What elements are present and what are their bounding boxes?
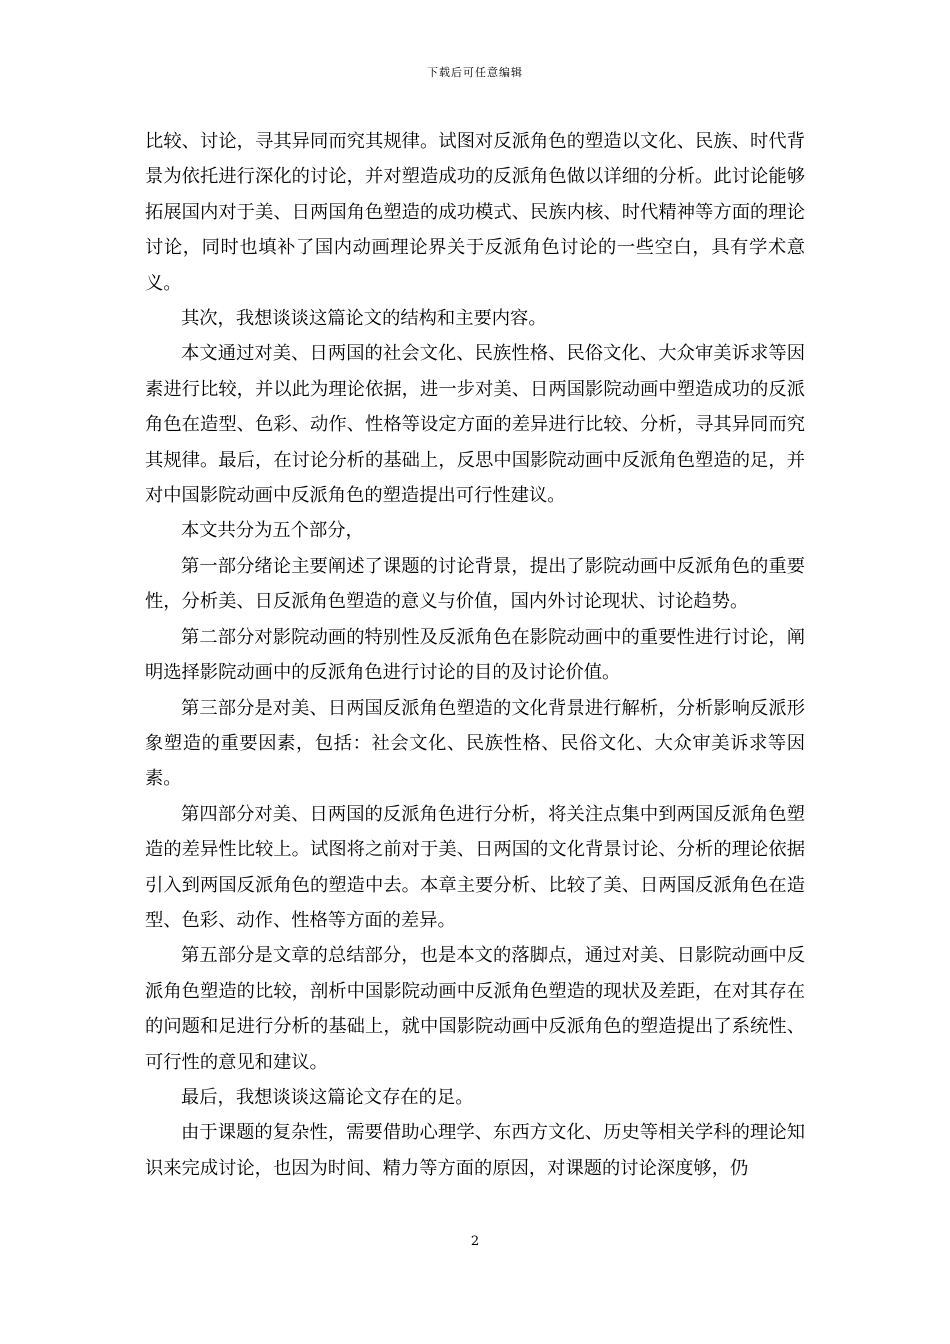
paragraph-4: 本文共分为五个部分， (181, 520, 364, 542)
document-body (145, 124, 805, 1186)
paragraph-11: 由于课题的复杂性，需要借助心理学、东西方文化、历史等相关学科的理论知识来完成讨论，也因为时间、精力等方面的原因，对课题的讨论深度够，仍 (145, 1122, 805, 1179)
paragraph-1: 比较、讨论，寻其异同而究其规律。试图对反派角色的塑造以文化、民族、时代背景为依托进行深化的讨论，并对塑造成功的反派角色做以详细的分析。此讨论能够拓展国内对于美、日两国角色塑造的成功模式、民族内核、时代精神等方面的理论讨论，同时也填补了国内动画理论界关于反派角色讨论的一些空白，具有学术意义。 (145, 131, 805, 294)
paragraph-2: 其次，我想谈谈这篇论文的结构和主要内容。 (181, 308, 547, 330)
paragraph-8: 第四部分对美、日两国的反派角色进行分析，将关注点集中到两国反派角色塑造的差异性比较上。试图将之前对于美、日两国的文化背景讨论、分析的理论依据引入到两国反派角色的塑造中去。本章主要分析、比较了美、日两国反派角色在造型、色彩、动作、性格等方面的差异。 (145, 803, 805, 931)
paragraph-10: 最后，我想谈谈这篇论文存在的足。 (181, 1086, 474, 1108)
page-header: 下载后可任意编辑 (427, 66, 523, 79)
paragraph-7: 第三部分是对美、日两国反派角色塑造的文化背景进行解析，分析影响反派形象塑造的重要因素，包括：社会文化、民族性格、民俗文化、大众审美诉求等因素。 (145, 697, 805, 790)
paragraph-9: 第五部分是文章的总结部分，也是本文的落脚点，通过对美、日影院动画中反派角色塑造的比较，剖析中国影院动画中反派角色塑造的现状及差距，在对其存在的问题和足进行分析的基础上，就中国影院动画中反派角色的塑造提出了系统性、可行性的意见和建议。 (145, 945, 805, 1073)
paragraph-6: 第二部分对影院动画的特别性及反派角色在影院动画中的重要性进行讨论，阐明选择影院动画中的反派角色进行讨论的目的及讨论价值。 (145, 626, 805, 684)
page-number: 2 (470, 1234, 480, 1249)
paragraph-3: 本文通过对美、日两国的社会文化、民族性格、民俗文化、大众审美诉求等因素进行比较，并以此为理论依据，进一步对美、日两国影院动画中塑造成功的反派角色在造型、色彩、动作、性格等设定方面的差异进行比较、分析，寻其异同而究其规律。最后，在讨论分析的基础上，反思中国影院动画中反派角色塑造的足，并对中国影院动画中反派角色的塑造提出可行性建议。 (145, 343, 805, 507)
paragraph-5: 第一部分绪论主要阐述了课题的讨论背景，提出了影院动画中反派角色的重要性，分析美、日反派角色塑造的意义与价值，国内外讨论现状、讨论趋势。 (145, 555, 805, 613)
